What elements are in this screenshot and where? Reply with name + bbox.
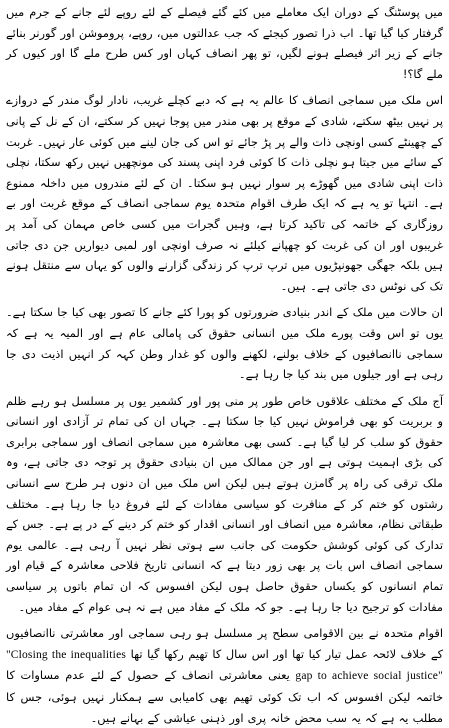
english-theme-quote: "Closing the inequalities gap to achieve social justice"	[6, 648, 443, 683]
paragraph-5	[6, 623, 443, 728]
paragraph-4: آج ملک کے مختلف علاقوں خاص طور پر منی پور اور کشمیر یوں پر مسلسل ہو رہے ظلم و بربریت کو بھی فراموش نہیں کیا جا سکتا ہے۔ جہاں ان کی تمام تر آزادی اور انسانی حقوق کو سلب کر لیا گیا ہے۔ کسی بھی معاشرہ میں سماجی انصاف اور سماجی برابری کی بڑی اہمیت ہوتی ہے اور جن ممالک میں ان بنیادی حقوق پر توجہ دی جاتی ہے، وہ ملک ترقی کی راہ پر گامزن ہوتے ہیں لیکن اس ملک میں ان دنوں ہر طرح سے انسانی رشتوں کو ختم کر کے منافرت کو سیاسی مفادات کے لئے فروغ دیا جا رہا ہے۔ مختلف طبقاتی نظام، معاشرہ میں انصاف اور انسانی اقدار کو ختم کر دینے کے در پے ہے۔ جس کے تدارک کی کوئی کوشش حکومت کی جانب سے ہوتی نظر نہیں آ رہی ہے۔ عالمی یوم سماجی انصاف اس بات پر بھی زور دیتا ہے کہ انسانی تاریخ فلاحی معاشرہ کے قیام اور تمام انسانوں کو یکساں حقوق حاصل ہوں لیکن افسوس کہ ان تمام باتوں پر سیاسی مفادات کو ترجیح دیا جا رہا ہے۔ جو کہ ملک کے مفاد میں ہے نہ ہی عوام کے مفاد میں۔	[6, 393, 443, 614]
paragraph-5-before: اقوام متحدہ نے بین الاقوامی سطح پر مسلسل ہو رہی سماجی اور معاشرتی ناانصافیوں کے خلاف لائحہ عمل تیار کیا تھا اور اس سال کا تھیم رکھا گیا تھا	[6, 626, 444, 661]
paragraph-2: اس ملک میں سماجی انصاف کا عالم یہ ہے کہ دبے کچلے غریب، نادار لوگ مندر کے دروازے پر نہیں بیٹھ سکتے، شادی کے موقع پر بھی مندر میں پوجا نہیں کر سکتے، ان کے نل کے پانی کے چھینٹے کسی اونچی ذات والے پر پڑ جائے تو اس کی جان لینے میں کوئی عار نہیں۔ غربت کے سائے میں جیتا ہو نچلی ذات کا کوئی فرد اپنی پسند کی مونچھیں نہیں رکھ سکتا، نچلی ذات اپنی شادی میں گھوڑے پر سوار نہیں ہو سکتا۔ ان کے لئے مندروں میں داخلہ ممنوع ہے۔ انتہا تو یہ ہے کہ ایک طرف اقوام متحدہ یوم سماجی انصاف کے موقع غربت اور بے روزگاری کے خاتمہ کی تاکید کرتا ہے، وہیں گجرات میں کسی خاص مہمان کی آمد پر غریبوں اور ان کی غربت کو چھپانے کیلئے نہ صرف اونچی اور لمبی دیواریں جن دی جاتی ہیں بلکہ جھگی جھونپڑیوں میں ترپ ترپ کر زندگی گزارنے والوں کو یہاں سے منتقل ہونے تک کی نوٹس دی جاتی ہے۔ ہیں۔	[6, 93, 443, 293]
paragraph-5-after: یعنی معاشرتی انصاف کے حصول کے لئے عدم مساوات کا خاتمہ لیکن افسوس کہ اب تک کوئی تھیم بھی کامیابی سے ہمکنار نہیں ہوئی، جس کا مطلب یہ ہے کہ یہ سب محض خانہ پری اور ذہنی عیاشی کے بہانے ہیں۔	[6, 668, 443, 725]
paragraph-1: میں پوسٹنگ کے دوران ایک معاملے میں کئے گئے فیصلے کے لئے روپے لئے جانے کے جرم میں گرفتار کیا گیا تھا۔ اب ذرا تصور کیجئے کہ جب عدالتوں میں، روپے، پروموشن اور گورنر بنائے جانے کے زیر اثر فیصلے ہونے لگیں، تو پھر انصاف کہاں اور کس طرح ملے گا اور کیوں کر ملے گا؟!	[6, 5, 443, 81]
paragraph-3: ان حالات میں ملک کے اندر بنیادی ضرورتوں کو پورا کئے جانے کا تصور بھی کیا جا سکتا ہے۔ یوں تو اس وقت پورے ملک میں انسانی حقوق کی پامالی عام ہے اور المیہ یہ ہے کہ سماجی ناانصافیوں کے خلاف بولنے، لکھنے والوں کو غدار وطن کہہ کر انہیں اذیت دی جا رہی ہے اور جیلوں میں بند کیا جا رہا ہے۔	[6, 305, 443, 382]
